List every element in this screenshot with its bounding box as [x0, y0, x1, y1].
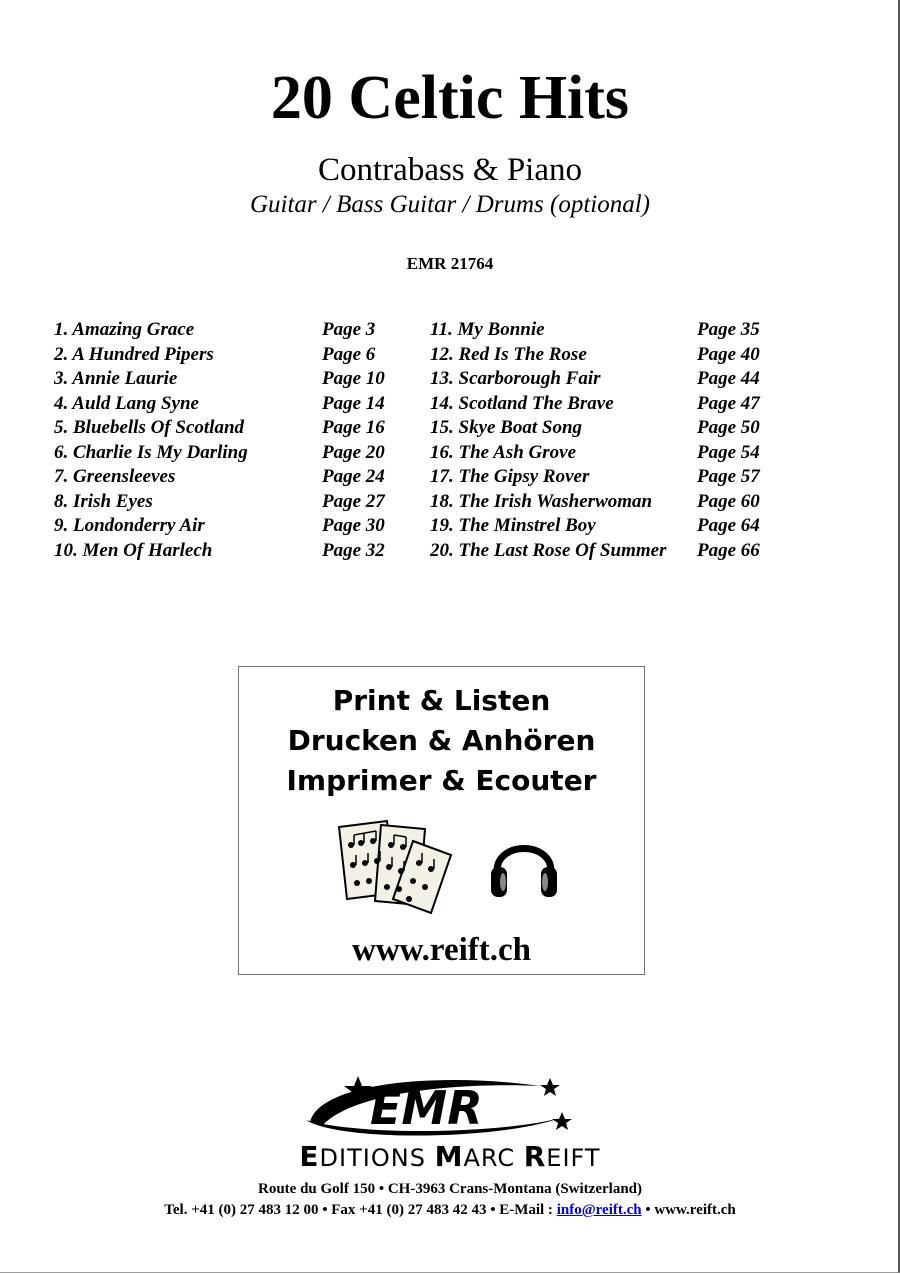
- contact-phone-fax: Tel. +41 (0) 27 483 12 00 • Fax +41 (0) 27 483 42 43 • E-Mail :: [164, 1202, 557, 1218]
- publisher-contact: [0, 1199, 900, 1221]
- toc-page-number: Page 64: [697, 515, 760, 536]
- toc-song-title: 8. Irish Eyes: [54, 490, 153, 512]
- toc-song-title: 3. Annie Laurie: [54, 368, 178, 389]
- toc-page-number: Page 10: [322, 368, 385, 389]
- toc-entry: [54, 539, 399, 564]
- sheet-music-icon: [329, 815, 459, 915]
- toc-song-title: 16. The Ash Grove: [430, 441, 577, 463]
- toc-song-title: 9. Londonderry Air: [54, 515, 205, 536]
- headphones-icon: [489, 827, 559, 903]
- toc-entry: [54, 343, 399, 368]
- contents-column-right: [430, 318, 775, 563]
- promo-line-german: Drucken & Anhören: [287, 724, 596, 757]
- toc-song-title: 2. A Hundred Pipers: [54, 343, 214, 365]
- toc-entry: [54, 416, 399, 441]
- toc-song-title: 4. Auld Lang Syne: [54, 392, 199, 414]
- toc-entry: [430, 367, 775, 392]
- toc-page-number: Page 16: [322, 417, 385, 438]
- toc-song-title: 15. Skye Boat Song: [430, 417, 583, 438]
- toc-page-number: Page 24: [322, 466, 385, 487]
- promo-website: www.reift.ch: [351, 932, 532, 968]
- publisher-name-part: ARC: [463, 1144, 524, 1172]
- toc-page-number: Page 40: [697, 343, 760, 365]
- toc-page-number: Page 6: [322, 343, 376, 365]
- toc-song-title: 17. The Gipsy Rover: [430, 466, 590, 487]
- toc-entry: [54, 392, 399, 417]
- toc-song-title: 20. The Last Rose Of Summer: [430, 539, 667, 561]
- toc-entry: [54, 465, 399, 490]
- publisher-name-part: EIFT: [546, 1144, 601, 1172]
- instrumentation-subtitle: Contrabass & Piano: [318, 152, 582, 188]
- toc-entry: [430, 318, 775, 343]
- toc-page-number: Page 32: [322, 539, 385, 561]
- publisher-name-part: DITIONS: [319, 1144, 435, 1172]
- toc-song-title: 6. Charlie Is My Darling: [54, 441, 248, 463]
- toc-song-title: 12. Red Is The Rose: [430, 343, 587, 365]
- optional-instruments: Guitar / Bass Guitar / Drums (optional): [249, 191, 651, 218]
- publisher-name: [0, 1142, 900, 1173]
- toc-song-title: 19. The Minstrel Boy: [430, 515, 596, 536]
- contents-column-left: [54, 318, 399, 563]
- toc-entry: [430, 416, 775, 441]
- toc-entry: [430, 539, 775, 564]
- toc-entry: [430, 514, 775, 539]
- toc-page-number: Page 57: [697, 466, 760, 487]
- toc-song-title: 1. Amazing Grace: [54, 319, 195, 340]
- toc-page-number: Page 27: [322, 490, 385, 512]
- toc-entry: [54, 514, 399, 539]
- toc-page-number: Page 60: [697, 490, 760, 512]
- email-link[interactable]: info@reift.ch: [556, 1202, 642, 1218]
- toc-entry: [430, 490, 775, 515]
- toc-entry: [430, 343, 775, 368]
- toc-song-title: 13. Scarborough Fair: [430, 368, 601, 389]
- toc-entry: [54, 318, 399, 343]
- toc-page-number: Page 50: [697, 417, 760, 438]
- publisher-address: Route du Golf 150 • CH-3963 Crans-Montana (Switzerland): [258, 1181, 642, 1197]
- toc-page-number: Page 3: [322, 319, 376, 340]
- toc-entry: [54, 441, 399, 466]
- catalog-number: EMR 21764: [406, 254, 494, 273]
- toc-page-number: Page 35: [697, 319, 760, 340]
- toc-entry: [54, 490, 399, 515]
- contact-website: • www.reift.ch: [641, 1202, 736, 1218]
- toc-song-title: 11. My Bonnie: [430, 319, 545, 340]
- toc-page-number: Page 44: [697, 368, 760, 389]
- toc-song-title: 7. Greensleeves: [54, 466, 176, 487]
- publisher-name-part: M: [434, 1140, 464, 1173]
- toc-page-number: Page 54: [697, 441, 760, 463]
- toc-entry: [430, 392, 775, 417]
- toc-page-number: Page 66: [697, 539, 760, 561]
- toc-page-number: Page 47: [697, 392, 760, 414]
- toc-page-number: Page 14: [322, 392, 385, 414]
- toc-song-title: 18. The Irish Washerwoman: [430, 490, 653, 512]
- toc-entry: [430, 441, 775, 466]
- toc-page-number: Page 30: [322, 515, 385, 536]
- emr-logo-icon: [300, 1072, 600, 1140]
- promo-line-french: Imprimer & Ecouter: [286, 764, 597, 797]
- publisher-name-part: R: [523, 1140, 547, 1173]
- toc-song-title: 10. Men Of Harlech: [54, 539, 213, 561]
- toc-page-number: Page 20: [322, 441, 385, 463]
- emr-logo-text: EMR: [370, 1081, 483, 1135]
- toc-entry: [430, 465, 775, 490]
- publisher-name-part: E: [299, 1140, 320, 1173]
- toc-entry: [54, 367, 399, 392]
- promo-line-english: Print & Listen: [332, 684, 551, 717]
- collection-title: 20 Celtic Hits: [270, 64, 630, 132]
- toc-song-title: 14. Scotland The Brave: [430, 392, 614, 414]
- print-and-listen-box: [238, 666, 645, 975]
- toc-song-title: 5. Bluebells Of Scotland: [54, 417, 245, 438]
